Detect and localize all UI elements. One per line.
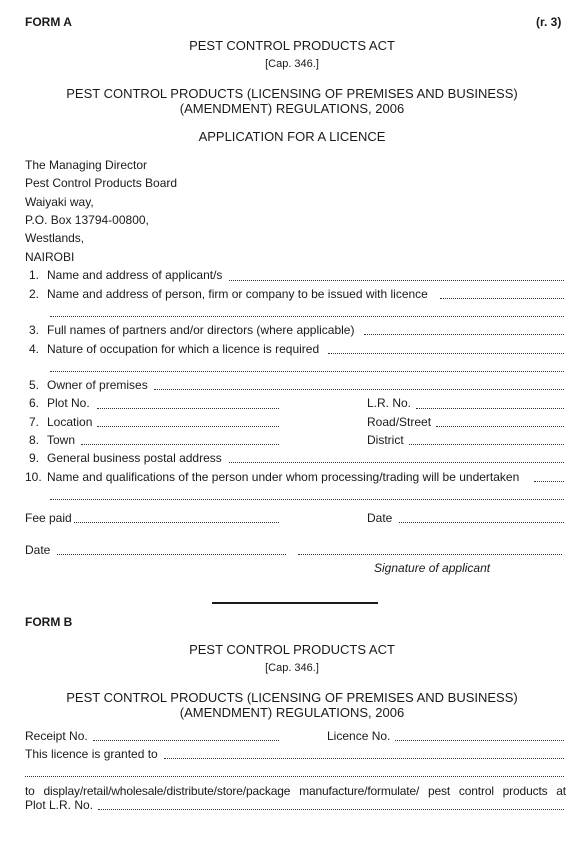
granted-to-label: This licence is granted to bbox=[25, 747, 158, 761]
town-field[interactable] bbox=[81, 444, 279, 445]
item-label-district: District bbox=[367, 433, 404, 447]
receipt-no-field[interactable] bbox=[93, 740, 279, 741]
owner-field[interactable] bbox=[154, 389, 564, 390]
item-label-qualified-person: Name and qualifications of the person under whom processing/trading will be undertaken bbox=[47, 470, 520, 484]
item-label-occupation: Nature of occupation for which a licence is required bbox=[47, 342, 320, 356]
lr-no-field[interactable] bbox=[416, 408, 564, 409]
section-divider bbox=[212, 602, 378, 604]
licence-no-field[interactable] bbox=[395, 740, 564, 741]
date-label: Date bbox=[367, 511, 393, 525]
item-number: 1. bbox=[29, 268, 40, 282]
signature-label: Signature of applicant bbox=[374, 561, 491, 575]
form-b-act-title: PEST CONTROL PRODUCTS ACT bbox=[189, 642, 395, 657]
address-line: NAIROBI bbox=[25, 250, 75, 264]
road-street-field[interactable] bbox=[436, 426, 564, 427]
licence-purpose-text: to display/retail/wholesale/distribute/store/package manufacture/formulate/ pest control products at bbox=[25, 784, 566, 798]
item-number: 9. bbox=[29, 451, 40, 465]
rule-reference: (r. 3) bbox=[536, 15, 562, 29]
item-label-road-street: Road/Street bbox=[367, 415, 432, 429]
address-line: Waiyaki way, bbox=[25, 195, 94, 209]
act-title: PEST CONTROL PRODUCTS ACT bbox=[189, 38, 395, 53]
form-a-heading: FORM A bbox=[25, 15, 72, 29]
item-number: 8. bbox=[29, 433, 40, 447]
item-label-applicant: Name and address of applicant/s bbox=[47, 268, 223, 282]
signature-date-label: Date bbox=[25, 543, 51, 557]
signature-field[interactable] bbox=[298, 554, 562, 555]
address-line: Pest Control Products Board bbox=[25, 176, 178, 190]
form-b-regulations-title-line2: (AMENDMENT) REGULATIONS, 2006 bbox=[179, 705, 405, 720]
district-field[interactable] bbox=[409, 444, 564, 445]
plot-lr-no-field[interactable] bbox=[98, 809, 564, 810]
item-number: 5. bbox=[29, 378, 40, 392]
address-line: The Managing Director bbox=[25, 158, 148, 172]
regulations-title-line2: (AMENDMENT) REGULATIONS, 2006 bbox=[179, 101, 405, 116]
occupation-field[interactable] bbox=[328, 353, 564, 354]
qualified-person-field[interactable] bbox=[534, 481, 564, 482]
item-label-location: Location bbox=[47, 415, 93, 429]
date-field[interactable] bbox=[399, 522, 564, 523]
cap-reference: [Cap. 346.] bbox=[265, 58, 319, 70]
form-b-regulations-title-line1: PEST CONTROL PRODUCTS (LICENSING OF PREMISES AND BUSINESS) bbox=[66, 690, 518, 705]
licence-no-label: Licence No. bbox=[327, 729, 391, 743]
qualified-person-field-continued[interactable] bbox=[50, 499, 564, 500]
item-label-postal-address: General business postal address bbox=[47, 451, 222, 465]
address-line: P.O. Box 13794-00800, bbox=[25, 213, 149, 227]
applicant-field[interactable] bbox=[229, 280, 564, 281]
item-label-owner: Owner of premises bbox=[47, 378, 148, 392]
item-label-lr-no: L.R. No. bbox=[367, 396, 412, 410]
granted-to-field[interactable] bbox=[164, 758, 564, 759]
form-b-cap-reference: [Cap. 346.] bbox=[265, 662, 319, 674]
item-label-licensee: Name and address of person, firm or company to be issued with licence bbox=[47, 287, 428, 301]
plot-lr-no-label: Plot L.R. No. bbox=[25, 798, 94, 812]
form-b-heading: FORM B bbox=[25, 615, 73, 629]
item-number: 4. bbox=[29, 342, 40, 356]
licensee-field-continued[interactable] bbox=[50, 316, 564, 317]
item-number: 3. bbox=[29, 323, 40, 337]
postal-address-field[interactable] bbox=[229, 462, 564, 463]
licensee-field[interactable] bbox=[440, 298, 564, 299]
granted-to-field-continued[interactable] bbox=[25, 776, 564, 777]
application-title: APPLICATION FOR A LICENCE bbox=[198, 129, 386, 144]
item-label-partners: Full names of partners and/or directors (where applicable) bbox=[47, 323, 355, 337]
occupation-field-continued[interactable] bbox=[50, 371, 564, 372]
location-field[interactable] bbox=[97, 426, 279, 427]
item-number: 6. bbox=[29, 396, 40, 410]
item-label-plot-no: Plot No. bbox=[47, 396, 90, 410]
signature-date-field[interactable] bbox=[57, 554, 286, 555]
regulations-title-line1: PEST CONTROL PRODUCTS (LICENSING OF PREMISES AND BUSINESS) bbox=[66, 86, 518, 101]
receipt-no-label: Receipt No. bbox=[25, 729, 88, 743]
fee-paid-field[interactable] bbox=[74, 522, 279, 523]
fee-paid-label: Fee paid bbox=[25, 511, 72, 525]
item-number: 2. bbox=[29, 287, 40, 301]
address-line: Westlands, bbox=[25, 231, 85, 245]
item-label-town: Town bbox=[47, 433, 76, 447]
item-number: 10. bbox=[25, 470, 42, 484]
item-number: 7. bbox=[29, 415, 40, 429]
partners-field[interactable] bbox=[364, 334, 564, 335]
plot-no-field[interactable] bbox=[97, 408, 279, 409]
